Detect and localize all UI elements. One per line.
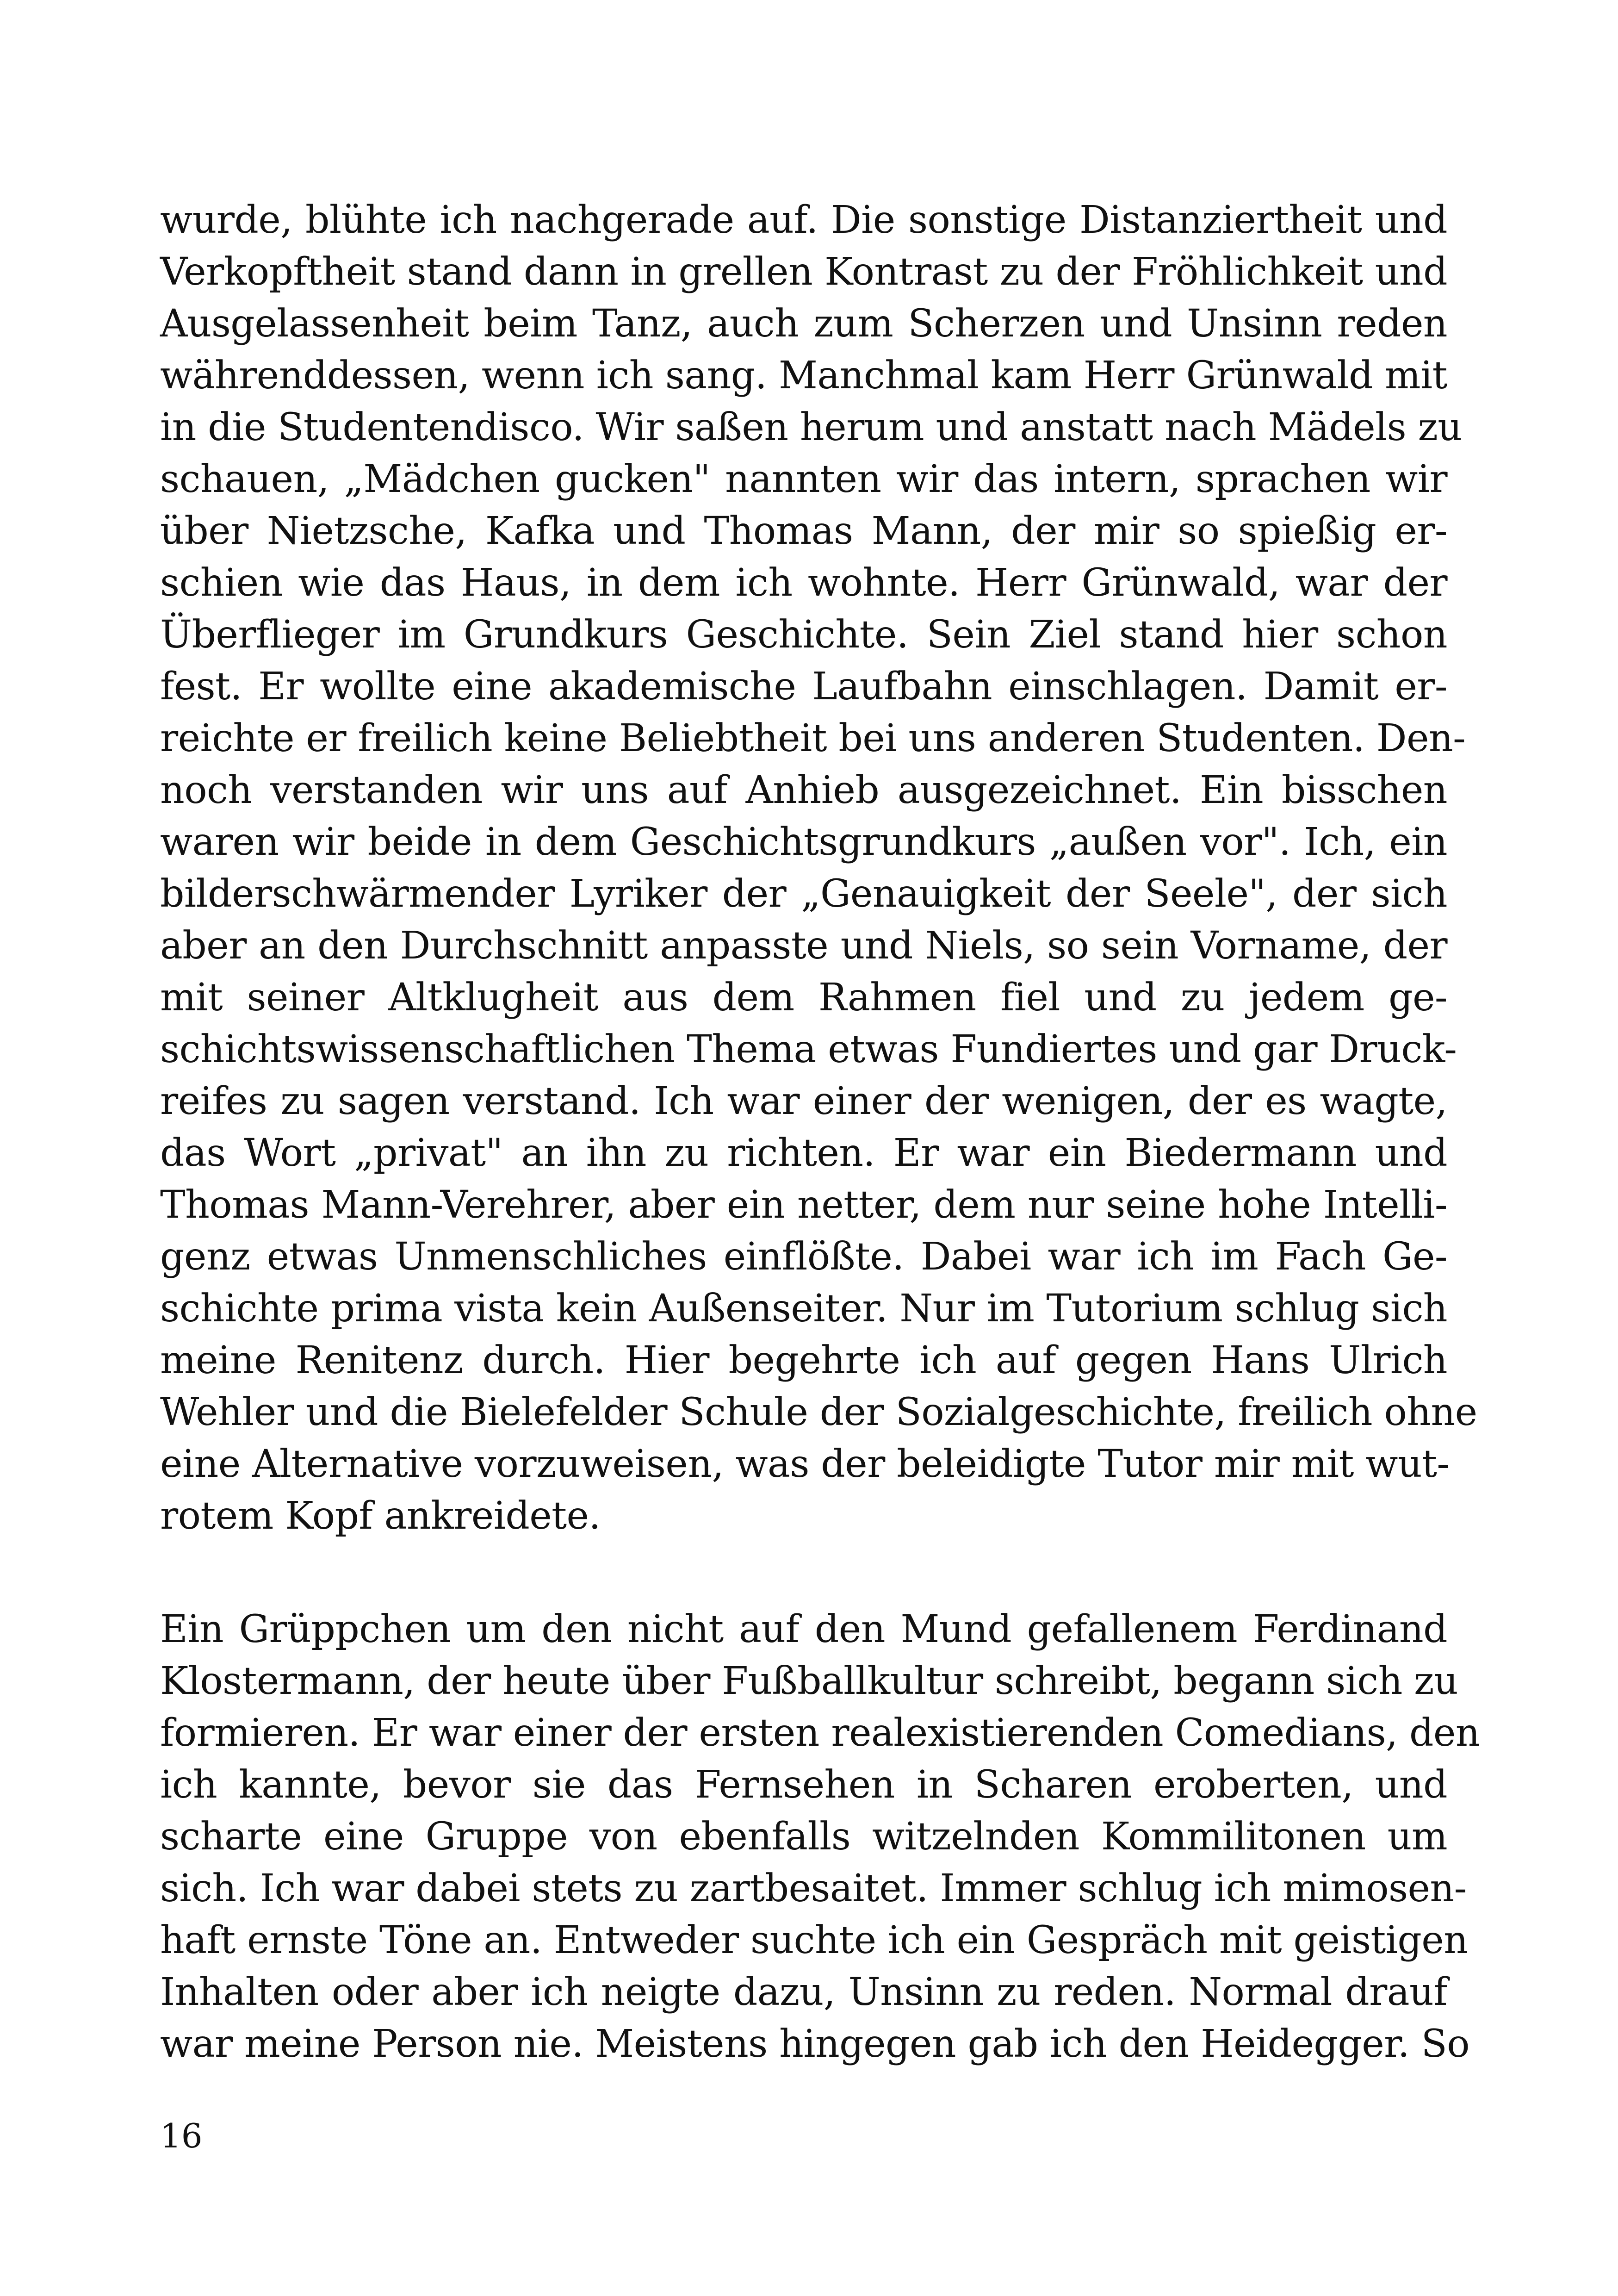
text-line: mit seiner Altklugheit aus dem Rahmen fiel und zu jedem ge- xyxy=(160,976,1447,1020)
text-line: Inhalten oder aber ich neigte dazu, Unsinn zu reden. Normal drauf xyxy=(160,1970,1447,2014)
text-line: meine Renitenz durch. Hier begehrte ich auf gegen Hans Ulrich xyxy=(160,1338,1447,1382)
text-line: scharte eine Gruppe von ebenfalls witzelnden Kommilitonen um xyxy=(160,1815,1447,1859)
text-line: Thomas Mann-Verehrer, aber ein netter, dem nur seine hohe Intelli- xyxy=(160,1183,1447,1227)
text-line: das Wort „privat" an ihn zu richten. Er war ein Biedermann und xyxy=(160,1131,1447,1175)
text-line: Verkopftheit stand dann in grellen Kontrast zu der Fröhlichkeit und xyxy=(160,250,1447,294)
text-line: eine Alternative vorzuweisen, was der beleidigte Tutor mir mit wut- xyxy=(160,1442,1450,1486)
text-line: währenddessen, wenn ich sang. Manchmal kam Herr Grünwald mit xyxy=(160,354,1447,398)
text-line: schichtswissenschaftlichen Thema etwas Fundiertes und gar Druck- xyxy=(160,1027,1457,1071)
text-line: Ein Grüppchen um den nicht auf den Mund gefallenem Ferdinand xyxy=(160,1607,1447,1651)
text-line: ich kannte, bevor sie das Fernsehen in Scharen eroberten, und xyxy=(160,1763,1447,1807)
page-number: 16 xyxy=(160,2116,203,2155)
text-line: genz etwas Unmenschliches einflößte. Dabei war ich im Fach Ge- xyxy=(160,1235,1447,1279)
text-line: reichte er freilich keine Beliebtheit bei uns anderen Studenten. Den- xyxy=(160,716,1466,760)
text-line: fest. Er wollte eine akademische Laufbahn einschlagen. Damit er- xyxy=(160,665,1447,709)
text-line: schauen, „Mädchen gucken" nannten wir das intern, sprachen wir xyxy=(160,457,1447,501)
text-line: sich. Ich war dabei stets zu zartbesaitet. Immer schlug ich mimosen- xyxy=(160,1867,1467,1910)
text-line: bilderschwärmender Lyriker der „Genauigkeit der Seele", der sich xyxy=(160,872,1447,916)
text-line: über Nietzsche, Kafka und Thomas Mann, der mir so spießig er- xyxy=(160,509,1447,553)
text-line: waren wir beide in dem Geschichtsgrundkurs „außen vor". Ich, ein xyxy=(160,820,1447,864)
body-paragraph-1 xyxy=(160,194,1477,1542)
text-line: Klostermann, der heute über Fußballkultur schreibt, begann sich zu xyxy=(160,1659,1458,1703)
text-line: Überflieger im Grundkurs Geschichte. Sein Ziel stand hier schon xyxy=(160,613,1447,657)
text-line: haft ernste Töne an. Entweder suchte ich ein Gespräch mit geistigen xyxy=(160,1918,1468,1962)
text-line: rotem Kopf ankreidete. xyxy=(160,1494,601,1538)
text-line: noch verstanden wir uns auf Anhieb ausgezeichnet. Ein bisschen xyxy=(160,768,1447,812)
text-line: Ausgelassenheit beim Tanz, auch zum Scherzen und Unsinn reden xyxy=(160,302,1447,346)
text-line: Wehler und die Bielefelder Schule der Sozialgeschichte, freilich ohne xyxy=(160,1390,1477,1434)
text-line: schien wie das Haus, in dem ich wohnte. Herr Grünwald, war der xyxy=(160,561,1447,605)
text-line: schichte prima vista kein Außenseiter. Nur im Tutorium schlug sich xyxy=(160,1287,1447,1331)
text-line: in die Studentendisco. Wir saßen herum und anstatt nach Mädels zu xyxy=(160,405,1462,449)
text-line: formieren. Er war einer der ersten realexistierenden Comedians, den xyxy=(160,1711,1480,1755)
text-line: wurde, blühte ich nachgerade auf. Die sonstige Distanziertheit und xyxy=(160,198,1447,242)
text-line: aber an den Durchschnitt anpasste und Niels, so sein Vorname, der xyxy=(160,924,1447,968)
text-line: war meine Person nie. Meistens hingegen gab ich den Heidegger. So xyxy=(160,2022,1469,2066)
text-line: reifes zu sagen verstand. Ich war einer der wenigen, der es wagte, xyxy=(160,1079,1447,1123)
body-paragraph-2 xyxy=(160,1604,1480,2070)
